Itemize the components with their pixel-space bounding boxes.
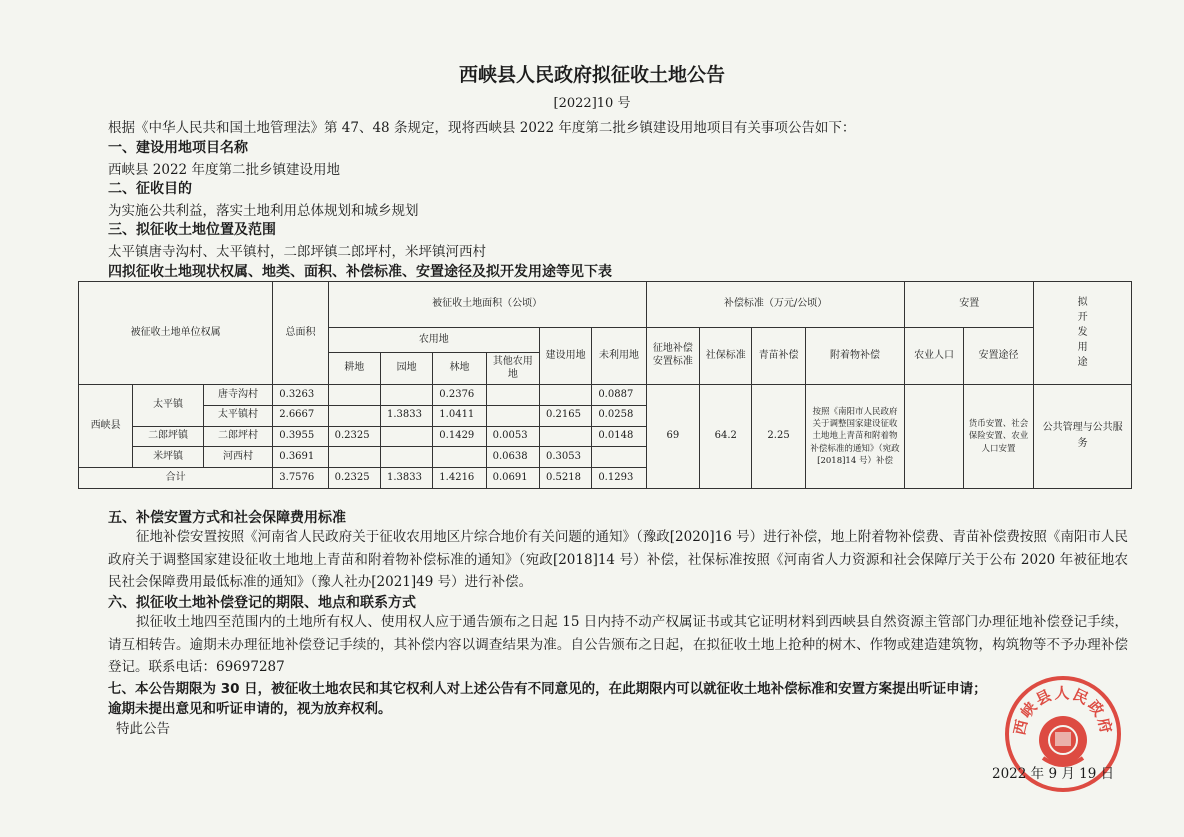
unused-cell — [592, 447, 646, 468]
sum-forest-cell: 1.4216 — [433, 468, 486, 489]
sum-cultivated-cell: 0.2325 — [328, 468, 380, 489]
forest-cell — [433, 447, 486, 468]
section-2-text: 为实施公共利益，落实土地利用总体规划和城乡规划 — [108, 203, 419, 219]
header-compensation: 补偿标准（万元/公顷） — [646, 282, 905, 328]
town-cell: 米坪镇 — [133, 447, 203, 468]
section-6-heading: 六、拟征收土地补偿登记的期限、地点和联系方式 — [108, 595, 416, 611]
farm-population-value — [905, 384, 963, 488]
section-6-text: 拟征收土地四至范围内的土地所有权人、使用权人应于通告颁布之日起 15 日内持不动产权属证书或其它证明材料到西峡县自然资源主管部门办理征地补偿登记手续，请互相转告。逾期未办理征地补偿登记手续的，其补偿内容以调查结果为准。自公告颁布之日起，在拟征收土地上抢种的树木、作物或建造建筑物，构筑物等不予办理补偿登记。联系电话：69697287 — [108, 614, 1128, 675]
section-3-heading: 三、拟征收土地位置及范围 — [108, 222, 276, 238]
header-farm-population: 农业人口 — [905, 328, 963, 385]
header-other-farmland: 其他农用地 — [486, 353, 539, 385]
unused-cell: 0.0258 — [592, 405, 646, 426]
page-title: 西峡县人民政府拟征收土地公告 — [458, 64, 725, 86]
header-land-compensation: 征地补偿安置标准 — [646, 328, 699, 385]
other-farmland-cell: 0.0638 — [486, 447, 539, 468]
sum-total-cell: 3.7576 — [273, 468, 328, 489]
attachment-compensation-text: 按照《南阳市人民政府关于调整国家建设征收土地地上青苗和附着物补偿标准的通知》（宛政[2018]14 号）补偿 — [805, 384, 905, 488]
header-cultivated: 耕地 — [328, 353, 380, 385]
document-number: [2022]10 号 — [553, 96, 631, 111]
cultivated-cell — [328, 384, 380, 405]
unused-cell: 0.0148 — [592, 426, 646, 447]
other-farmland-cell — [486, 384, 539, 405]
publish-date: 2022 年 9 月 19 日 — [992, 766, 1115, 782]
total-cell: 0.3955 — [273, 426, 328, 447]
village-cell: 二郎坪村 — [203, 426, 272, 447]
intro-text: 根据《中华人民共和国土地管理法》第 47、48 条规定，现将西峡县 2022 年度第二批乡镇建设用地项目有关事项公告如下： — [108, 120, 856, 136]
total-cell: 0.3263 — [273, 384, 328, 405]
svg-text:西峡县人民政府: 西峡县人民政府 — [1010, 684, 1116, 737]
total-cell: 0.3691 — [273, 447, 328, 468]
garden-cell — [380, 426, 432, 447]
section-7-line-2: 逾期未提出意见和听证申请的，视为放弃权利。 — [108, 701, 392, 717]
sum-construction-cell: 0.5218 — [539, 468, 591, 489]
cultivated-cell — [328, 447, 380, 468]
social-security-value: 64.2 — [700, 384, 752, 488]
forest-cell: 0.2376 — [433, 384, 486, 405]
section-1-text: 西峡县 2022 年度第二批乡镇建设用地 — [108, 162, 340, 178]
header-resettlement-route: 安置途径 — [963, 328, 1033, 385]
header-garden: 园地 — [380, 353, 432, 385]
header-crop-compensation: 青苗补偿 — [752, 328, 805, 385]
header-social-security: 社保标准 — [700, 328, 752, 385]
section-1-heading: 一、建设用地项目名称 — [108, 140, 248, 156]
planned-use-text: 公共管理与公共服务 — [1034, 384, 1132, 488]
header-attachment-compensation: 附着物补偿 — [805, 328, 905, 385]
header-unit: 被征收土地单位权属 — [79, 282, 273, 385]
section-5-heading: 五、补偿安置方式和社会保障费用标准 — [108, 510, 346, 526]
section-3-text: 太平镇唐寺沟村、太平镇村，二郎坪镇二郎坪村，米坪镇河西村 — [108, 244, 486, 260]
construction-cell: 0.3053 — [539, 447, 591, 468]
garden-cell: 1.3833 — [380, 405, 432, 426]
header-total-area: 总面积 — [273, 282, 328, 385]
total-cell: 2.6667 — [273, 405, 328, 426]
construction-cell — [539, 384, 591, 405]
sum-other-farmland-cell: 0.0691 — [486, 468, 539, 489]
closing-text: 特此公告 — [116, 721, 170, 737]
header-land-area: 被征收土地面积（公顷） — [328, 282, 646, 328]
section-4-heading: 四拟征收土地现状权属、地类、面积、补偿标准、安置途径及拟开发用途等见下表 — [108, 264, 612, 280]
cultivated-cell: 0.2325 — [328, 426, 380, 447]
header-planned-use: 拟开发用途 — [1034, 282, 1132, 385]
header-construction-land: 建设用地 — [539, 328, 591, 385]
resettlement-route-text: 货币安置、社会保险安置、农业人口安置 — [963, 384, 1033, 488]
cultivated-cell — [328, 405, 380, 426]
garden-cell — [380, 447, 432, 468]
unused-cell: 0.0887 — [592, 384, 646, 405]
village-cell: 唐寺沟村 — [203, 384, 272, 405]
village-cell: 河西村 — [203, 447, 272, 468]
land-table — [78, 281, 1132, 489]
section-7-line-1: 七、本公告期限为 30 日，被征收土地农民和其它权利人对上述公告有不同意见的，在此期限内可以就征收土地补偿标准和安置方案提出听证申请； — [108, 681, 987, 697]
crop-compensation-value: 2.25 — [752, 384, 805, 488]
header-farmland: 农用地 — [328, 328, 539, 353]
forest-cell: 0.1429 — [433, 426, 486, 447]
sum-unused-cell: 0.1293 — [592, 468, 646, 489]
garden-cell — [380, 384, 432, 405]
county-cell: 西峡县 — [79, 384, 133, 467]
village-cell: 太平镇村 — [203, 405, 272, 426]
table-row — [79, 384, 1132, 405]
section-5-text: 征地补偿安置按照《河南省人民政府关于征收农用地区片综合地价有关问题的通知》（豫政[2020]16 号）进行补偿，地上附着物补偿费、青苗补偿费按照《南阳市人民政府关于调整国家建设征收土地地上青苗和附着物补偿标准的通知》（宛政[2018]14 号）补偿，社保标准按照《河南省人力资源和社会保障厅关于公布 2020 年被征地农民社会保障费用最低标准的通知》（豫人社办[2021]49 号）进行补偿。 — [108, 529, 1128, 590]
header-resettlement: 安置 — [905, 282, 1034, 328]
header-forest: 林地 — [433, 353, 486, 385]
land-compensation-value: 69 — [646, 384, 699, 488]
sum-garden-cell: 1.3833 — [380, 468, 432, 489]
forest-cell: 1.0411 — [433, 405, 486, 426]
other-farmland-cell — [486, 405, 539, 426]
sum-label: 合计 — [79, 468, 273, 489]
construction-cell: 0.2165 — [539, 405, 591, 426]
town-cell: 太平镇 — [133, 384, 203, 426]
town-cell: 二郎坪镇 — [133, 426, 203, 447]
header-unused-land: 未利用地 — [592, 328, 646, 385]
construction-cell — [539, 426, 591, 447]
section-2-heading: 二、征收目的 — [108, 181, 192, 197]
other-farmland-cell: 0.0053 — [486, 426, 539, 447]
